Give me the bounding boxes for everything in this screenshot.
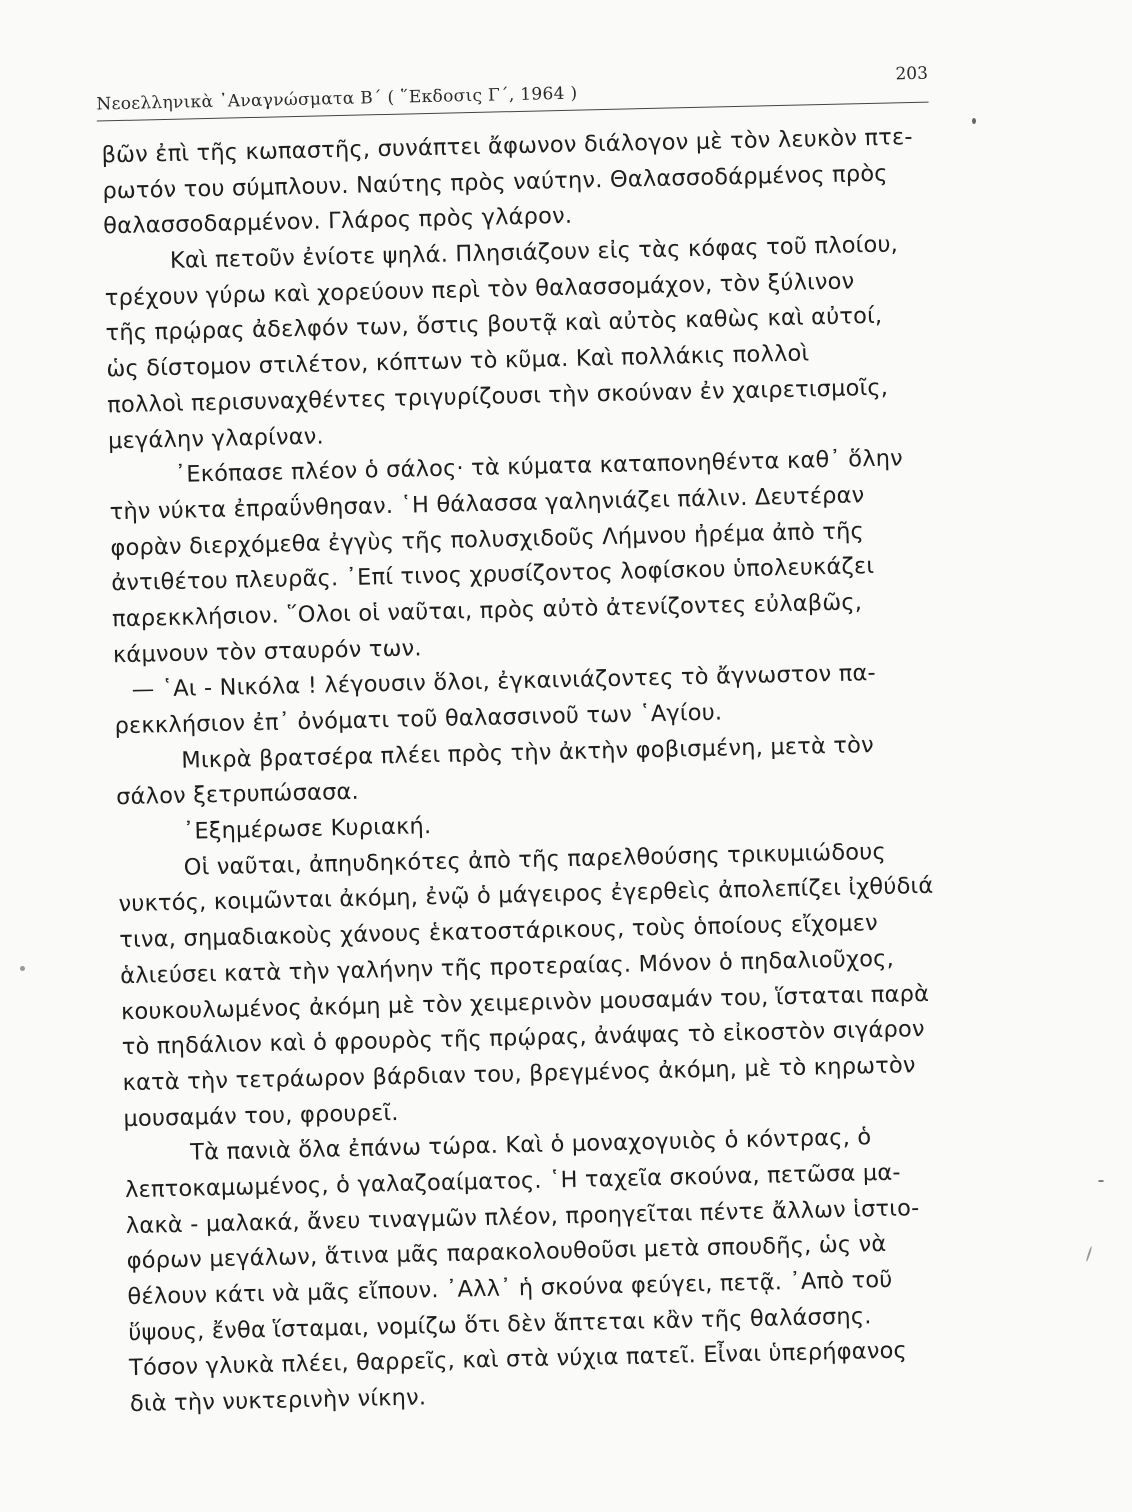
text-line: ᾿Εξημέρωσε Κυριακή. (182, 813, 432, 845)
text-line: — ῾Αι - Νικόλα ! λέγουσιν ὅλοι, ἐγκαινιάζοντες τὸ ἄγνωστον πα- (131, 660, 877, 704)
text-line: λακὰ - μαλακά, ἄνευ τιναγμῶν πλέον, προηγεῖται πέντε ἄλλων ἱστιο- (125, 1194, 920, 1239)
text-line: σάλον ξετρυπώσασα. (115, 779, 360, 811)
text-line: ὡς δίστομον στιλέτον, κόπτων τὸ κῦμα. Καὶ πολλάκις πολλοὶ (106, 340, 810, 383)
text-line: ρωτόν του σύμπλουν. Ναύτης πρὸς ναύτην. Θαλασσοδάρμένος πρὸς (102, 160, 888, 205)
text-line: θέλουν κάτι νὰ μᾶς εἴπουν. ᾿Αλλ᾿ ἡ σκούνα φεύγει, πετᾷ. ᾿Απὸ τοῦ (127, 1266, 893, 1311)
text-line: φόρων μεγάλων, ἅτινα μᾶς παρακολουθοῦσι μετὰ σπουδῆς, ὡς νὰ (126, 1231, 887, 1275)
text-line: τῆς πρῴρας ἀδελφόν των, ὅστις βουτᾷ καὶ αὐτὸς καθὼς καὶ αὐτοί, (105, 303, 883, 347)
text-line: παρεκκλήσιον. ῞Ολοι οἱ ναῦται, πρὸς αὐτὸ ἀτενίζοντες εὐλαβῶς, (111, 589, 863, 633)
text-line: μεγάλην γλαρίναν. (107, 422, 325, 454)
text-line: Καὶ πετοῦν ἐνίοτε ψηλά. Πλησιάζουν εἰς τὰς κόφας τοῦ πλοίου, (169, 231, 899, 274)
text-line: ἁλιεύσει κατὰ τὴν γαλήνην τῆς προτεραίας. Μόνον ὁ πηδαλιοῦχος, (119, 945, 895, 990)
scan-speck (972, 118, 976, 124)
running-header (96, 64, 929, 123)
text-line: ᾿Εκόπασε πλέον ὁ σάλος· τὰ κύματα καταπονηθέντα καθ᾿ ὅλην (174, 445, 904, 489)
text-line: κουκουλωμένος ἀκόμη μὲ τὸν χειμερινὸν μουσαμάν του, ἵσταται παρὰ (120, 980, 930, 1025)
text-line: ρεκκλήσιον ἐπ᾿ ὀνόματι τοῦ θαλασσινοῦ των ῾Αγίου. (114, 699, 723, 740)
text-line: τὸ πηδάλιον καὶ ὁ φρουρὸς τῆς πρῴρας, ἀνάψας τὸ εἰκοστὸν σιγάρον (121, 1016, 926, 1061)
running-header-title: Νεοελληνικὰ ᾿Αναγνώσματα Β΄ ( ῞Εκδοσις Γ΄, 1964 ) (96, 83, 578, 115)
text-line: μουσαμάν του, φρουρεῖ. (123, 1099, 399, 1132)
text-line: νυκτός, κοιμῶνται ἀκόμη, ἐνῷ ὁ μάγειρος ἐγερθεὶς ἀπολεπίζει ἰχθύδιά (118, 873, 934, 918)
text-line: κατὰ τὴν τετράωρον βάρδιαν του, βρεγμένος ἀκόμη, μὲ τὸ κηρωτὸν (122, 1052, 916, 1097)
page-number: 203 (895, 63, 929, 85)
text-line: ἀντιθέτου πλευρᾶς. ᾿Επί τινος χρυσίζοντος λοφίσκου ὑπολευκάζει (111, 553, 875, 597)
text-line: Οἱ ναῦται, ἀπηυδηκότες ἀπὸ τῆς παρελθούσης τρικυμιώδους (183, 838, 887, 881)
text-line: τινα, σημαδιακοὺς χάνους ἑκατοστάρικους, τοὺς ὁποίους εἴχομεν (119, 910, 879, 954)
text-line: θαλασσοδαρμένον. Γλάρος πρὸς γλάρον. (102, 203, 573, 240)
text-line: λεπτοκαμωμένος, ὁ γαλαζοαίματος. ῾Η ταχεῖα σκούνα, πετῶσα μα- (124, 1159, 901, 1204)
text-line: τὴν νύκτα ἐπραΰνθησαν. ῾Η θάλασσα γαληνιάζει πάλιν. Δευτέραν (109, 482, 865, 526)
text-line: Τόσον γλυκὰ πλέει, θαρρεῖς, καὶ στὰ νύχια πατεῖ. Εἶναι ὑπερήφανος (128, 1337, 908, 1382)
scan-speck (20, 966, 25, 971)
text-line: Μικρὰ βρατσέρα πλέει πρὸς τὴν ἀκτὴν φοβισμένη, μετὰ τὸν (181, 731, 875, 774)
text-line: τρέχουν γύρω καὶ χορεύουν περὶ τὸν θαλασσομάχον, τὸν ξύλινον (104, 268, 855, 312)
text-line: διὰ τὴν νυκτερινὴν νίκην. (129, 1384, 427, 1418)
text-line: ὕψους, ἔνθα ἵσταμαι, νομίζω ὅτι δὲν ἅπτεται κἂν τῆς θαλάσσης. (128, 1302, 872, 1346)
text-line: βῶν ἐπὶ τῆς κωπαστῆς, συνάπτει ἄφωνον διάλογον μὲ τὸν λευκὸν πτε- (101, 124, 913, 169)
text-line: πολλοὶ περισυναχθέντες τριγυρίζουσι τὴν σκούναν ἐν χαιρετισμοῖς, (106, 374, 889, 419)
text-line: Τὰ πανιὰ ὅλα ἐπάνω τώρα. Καὶ ὁ μοναχογυιὸς ὁ κόντρας, ὁ (189, 1124, 872, 1166)
text-line: κάμνουν τὸν σταυρόν των. (112, 634, 423, 668)
text-line: φορὰν διερχόμεθα ἐγγὺς τῆς πολυσχιδοῦς Λήμνου ἠρέμα ἀπὸ τῆς (110, 517, 865, 561)
scan-speck (1098, 1180, 1104, 1182)
body-text (101, 119, 970, 1422)
